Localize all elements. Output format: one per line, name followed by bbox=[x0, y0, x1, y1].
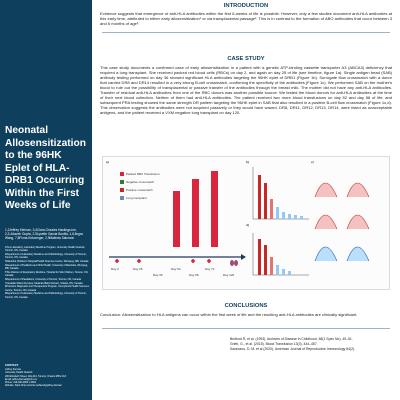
divider bbox=[102, 328, 390, 329]
legend-label: Positive crossmatch bbox=[126, 187, 153, 192]
panel-d-plot bbox=[253, 233, 309, 275]
affiliation-item: 5The Division of Respiratory Medicine, Hospital for Sick Children, Toronto, ON, Canada bbox=[5, 270, 89, 277]
timeline-day-label: Day 120 bbox=[223, 273, 235, 277]
timeline-day-label: Day 2 bbox=[111, 267, 119, 271]
negative-crossmatch-icon bbox=[120, 180, 124, 184]
reference-item: Saraiusco, D. M. et al (2020). American Journal of Reproductive Immunology 84(2). bbox=[230, 347, 356, 351]
timeline-day-label: Day 36 bbox=[153, 273, 163, 277]
contact-website[interactable]: Website: https://lmp.utoronto.ca/faculty/jeffrey-kiernan bbox=[5, 384, 62, 388]
panel-d-label: d) bbox=[246, 223, 249, 227]
contact-block bbox=[5, 364, 89, 387]
case-heading: CASE STUDY bbox=[227, 56, 265, 62]
bar-day-36 bbox=[173, 191, 180, 247]
divider bbox=[102, 32, 390, 33]
sidebar-panel bbox=[0, 0, 92, 400]
legend-label: Packed RBC Transfusion bbox=[126, 171, 160, 176]
affiliation-item: 3Manitoba Children's Hospital/Health Sciences Centre, Winnipeg, MB, Canada bbox=[5, 260, 89, 263]
panel-a-label: a) bbox=[106, 160, 109, 164]
poster-title: Neonatal Allosensitization to the 96HK Eplet of HLA-DRB1 Occurring Within the First Weeks of Life bbox=[5, 125, 86, 211]
affiliation-list bbox=[5, 246, 89, 299]
rbc-transfusion-icon bbox=[120, 172, 124, 176]
affiliation-item: 6Department of Paediatrics, University of Toronto, Toronto, ON, Canada bbox=[5, 277, 81, 281]
panel-c-label: c) bbox=[311, 160, 314, 164]
legend-label: Lung transplant bbox=[126, 195, 147, 200]
affiliation-item: 4Department of Pediatrics and Child Health, University of Manitoba, Winnipeg, MB, Canada bbox=[5, 263, 88, 270]
figure-1 bbox=[102, 156, 390, 290]
references-list bbox=[230, 337, 390, 352]
lungs-icon bbox=[230, 260, 238, 266]
bar-day-52 bbox=[192, 179, 199, 247]
bar-day-58 bbox=[211, 171, 218, 247]
legend-label: Negative crossmatch bbox=[126, 179, 155, 184]
conclusions-text: Conclusion: Allosensitization to HLA antigens can occur within the first week of life and the resulting anti-HLA antibodies are clinically significant. bbox=[100, 312, 358, 317]
panel-b-label: b) bbox=[246, 160, 249, 164]
timeline-day-label: Day 52 bbox=[171, 267, 181, 271]
reference-item: Bedford R, et al. (1993). Archives of Disease in Childhood, 68(1 Spec No), 49–51. bbox=[230, 337, 353, 341]
timeline-arrow-icon bbox=[241, 254, 246, 260]
legend-group bbox=[120, 172, 124, 200]
reference-item: Grieb, G., et al. (2015). Blood Transfusion 13(3), 444–457. bbox=[230, 342, 318, 346]
contact-heading: CONTACT bbox=[5, 363, 19, 367]
author-list: 1,2Jeffrey Kiernan, 3,4Clara Grizales Hastings-ine, 2,3,4Aazeh Gupta, 2,5Lysette Garcia Bonilla, 1,6Jingxo Wang, 7,8Fiona Kirkcenger, 2,9Malinda Salomon bbox=[5, 228, 84, 240]
contact-line: 200 Elizabeth Street, 11E-444, Toronto, Ontario M5G 2C4 bbox=[5, 374, 67, 378]
contact-line: Phone: 416-340-4800 x 6602 bbox=[5, 381, 36, 385]
contact-email[interactable]: Email: jeffrey.kiernan@uhn.ca bbox=[5, 377, 37, 381]
lung-transplant-icon bbox=[120, 196, 124, 200]
blood-drop-icon bbox=[115, 259, 119, 263]
blood-drop-icon bbox=[137, 259, 141, 263]
timeline-day-label: Day 58 bbox=[189, 273, 199, 277]
blood-drop-icon bbox=[207, 259, 211, 263]
affiliation-item: 7Canadian Blood Services, Medical Affairs Division, Ottawa, ON, Canada bbox=[5, 281, 83, 285]
contact-line: University Health Network bbox=[5, 371, 33, 375]
case-text: This case study documents a confirmed case of early allosensitization in a patient with a genetic ATP-binding cassette transporter A3 (ABCA3) deficiency that required a lung transplant. She received packed red blood cells (RBCs) on day 2, and again on day 25 of life (see timeline, figure 1a). Single antigen bead (SAB) antibody testing performed on day 36 showed significant HLA antibodies targeting the 96HK eplet of DRB1 (Figure 1b). Surrogate flow crossmatch with a donor that carried DR8 and DR14 resulted in a very strong B-cell crossmatch, confirming the specificity of the antibodies (Figure 1c). We performed SAB on the mother's blood to rule out the possibility of transplacental or passive transfer of the antibodies through the breast milk. The mother did not have any anti-HLA antibodies. Transfer of residual anti-HLA antibodies from one of the RBC donors was another possible source. We tested the blood donors for anti-HLA antibodies at the time of their next blood collection. Neither of them had anti-HLA antibodies. The patient received two more blood transfusions on day 52 and day 58 of life, and subsequent PRA testing showed the same strength DR pattern targeting the 96HK eplet in SAB that also resulted in a positive B-cell flow crossmatch (Figure 1c,d). This observation suggests the antibodies were not acquired passively or they would have waned. DR8, DR11, DR12, DR13, DR14, were listed as unacceptable antigens, and the patient received a VXM negative lung transplant on day 120. bbox=[100, 65, 392, 115]
intro-heading: INTRODUCTION bbox=[223, 3, 269, 9]
panel-b-plot bbox=[253, 167, 309, 219]
conclusions-heading: CONCLUSIONS bbox=[224, 303, 268, 309]
blood-drop-icon bbox=[191, 259, 195, 263]
affiliation-item: 8Precision Diagnostic and Therapeutics Program, Sunnybrook Health Sciences Centre, Toronto, ON, Canada bbox=[5, 285, 89, 292]
affiliation-item: 2Department of Laboratory Medicine and Pathobiology, University of Toronto, Toronto, ON, Canada bbox=[5, 253, 87, 260]
affiliation-item: 9Department of Laboratory Medicine and Pathobiology, University of Toronto, Toronto, ON, Canada bbox=[5, 292, 87, 299]
intro-text: Evidence suggests that emergence of anti-HLA antibodies within the first 6-weeks of life is possible. However, only a few studies document anti-HLA antibodies at this early time, attributed to either early allosensitization¹ or via transplacental passage². This is in contrast to the formation of ABO antibodies that occur between 3 and 6 months of age³. bbox=[100, 11, 392, 26]
timeline-day-label: Day 71 bbox=[205, 267, 215, 271]
positive-crossmatch-icon bbox=[120, 188, 124, 192]
contact-line: Jeffrey Kiernan bbox=[5, 368, 22, 372]
affiliation-item: 1HLA Laboratory, Laboratory Medicine Program, University Health Network, Toronto, ON, Canada bbox=[5, 246, 86, 253]
timeline-day-label: Day 25 bbox=[133, 267, 143, 271]
main-content bbox=[96, 0, 396, 400]
panel-c-histograms bbox=[315, 183, 369, 261]
